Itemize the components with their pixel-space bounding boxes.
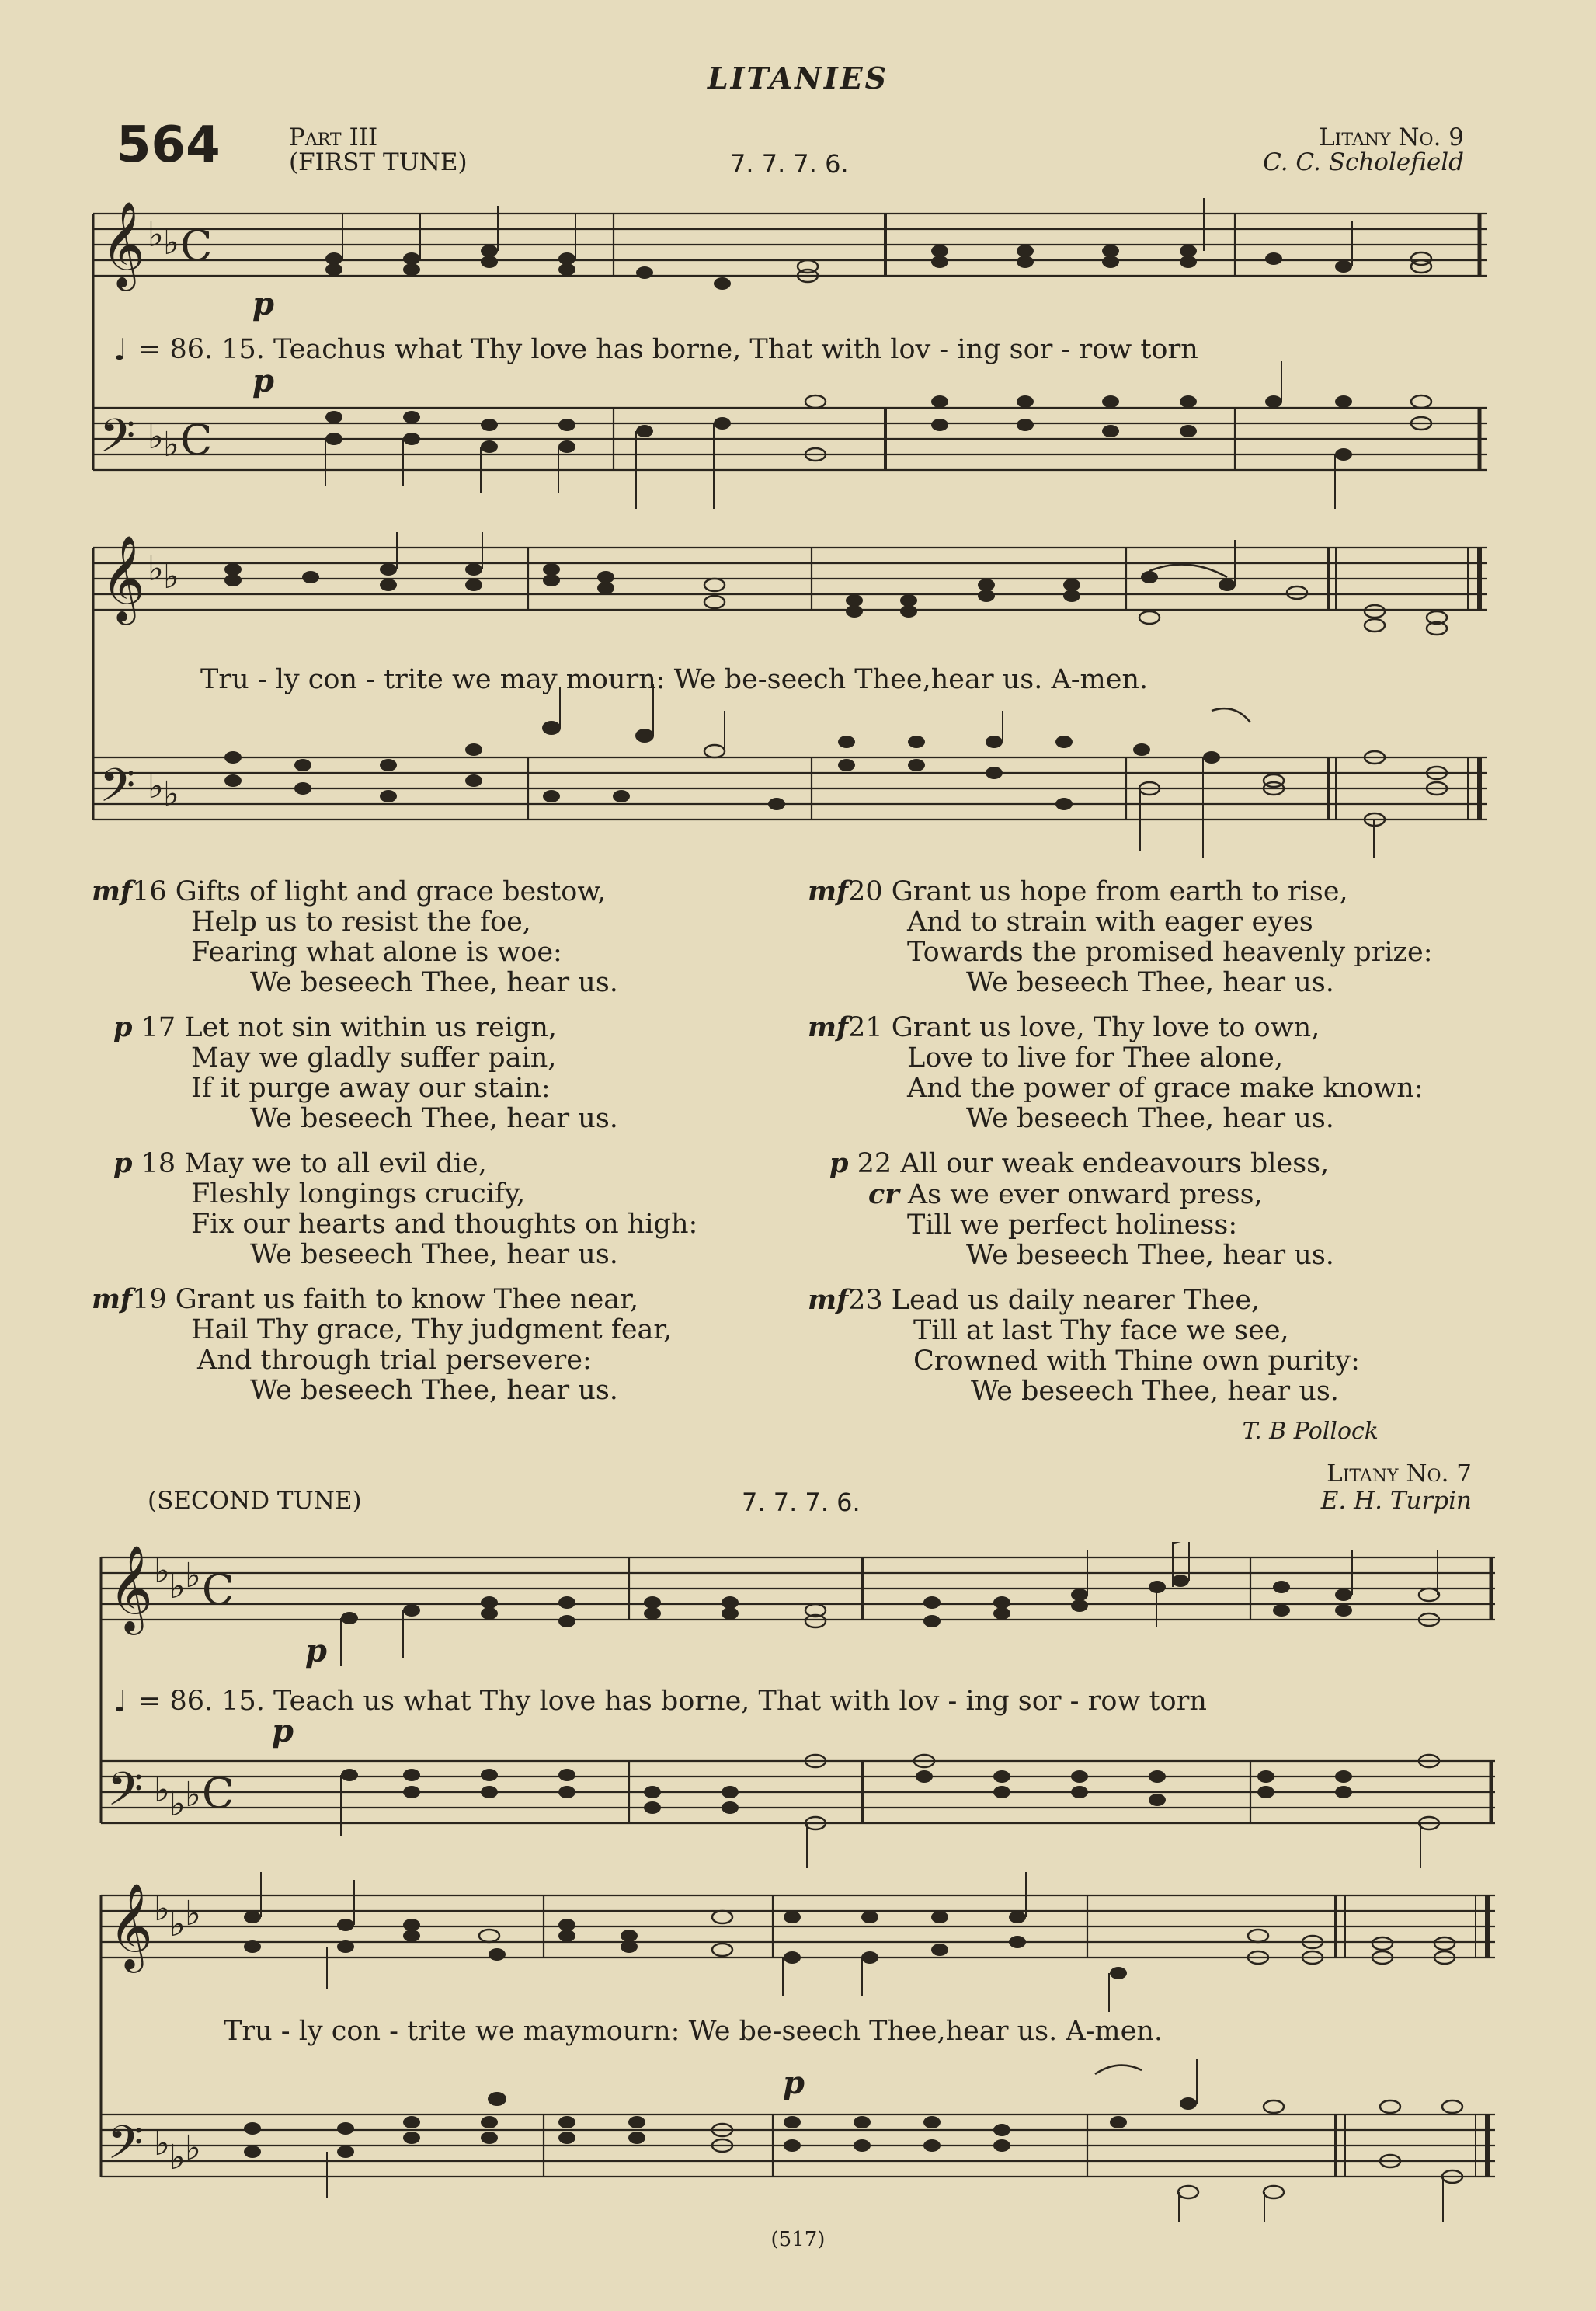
verse-line: Let not sin within us reign, bbox=[184, 1012, 558, 1043]
verse-refrain: We beseech Thee, hear us. bbox=[966, 1240, 1334, 1271]
verse-line: Towards the promised heavenly prize: bbox=[907, 937, 1433, 968]
svg-text:♭: ♭ bbox=[154, 2124, 170, 2163]
verse-refrain: We beseech Thee, hear us. bbox=[971, 1376, 1339, 1407]
svg-text:♭: ♭ bbox=[148, 767, 164, 806]
svg-text:♭: ♭ bbox=[185, 2128, 201, 2168]
svg-text:♭: ♭ bbox=[154, 1770, 170, 1810]
second-tune-lyric-2: Tru - ly con - trite we maymourn: We be-seech Thee,hear us. A-men. bbox=[224, 2016, 1163, 2047]
verse-dynamic: mf bbox=[808, 875, 849, 907]
verse-line: Love to live for Thee alone, bbox=[907, 1042, 1284, 1074]
verse-23 bbox=[808, 1285, 1491, 1407]
verse-number: 22 bbox=[857, 1148, 892, 1179]
second-tune-name: Litany No. 7 bbox=[1327, 1460, 1472, 1488]
verse-refrain: We beseech Thee, hear us. bbox=[250, 967, 618, 998]
verses-left bbox=[92, 876, 791, 1406]
verse-line: As we ever onward press, bbox=[907, 1179, 1263, 1210]
verse-line: Lead us daily nearer Thee, bbox=[891, 1285, 1260, 1316]
verse-19 bbox=[92, 1284, 791, 1406]
svg-text:♭: ♭ bbox=[148, 215, 164, 255]
verse-line: Gifts of light and grace bestow, bbox=[175, 876, 607, 907]
svg-text:♭: ♭ bbox=[148, 417, 164, 457]
hymn-number: 564 bbox=[116, 117, 221, 174]
section-title: LITANIES bbox=[707, 61, 889, 96]
first-tune-lyric-2: Tru - ly con - trite we may mourn: We be-seech Thee,hear us. A-men. bbox=[200, 664, 1149, 695]
svg-text:♭: ♭ bbox=[169, 2138, 186, 2177]
verse-21 bbox=[808, 1012, 1491, 1134]
verse-number: 20 bbox=[848, 876, 883, 907]
verse-line: Fleshly longings crucify, bbox=[191, 1178, 526, 1209]
second-tune-dynamic-bass-2: p bbox=[783, 2065, 805, 2101]
verse-line: Hail Thy grace, Thy judgment fear, bbox=[191, 1314, 673, 1345]
verse-16 bbox=[92, 876, 791, 998]
verse-number: 17 bbox=[141, 1012, 176, 1043]
svg-text:♭: ♭ bbox=[163, 774, 179, 814]
verse-dynamic: mf bbox=[808, 1011, 849, 1043]
verse-refrain: We beseech Thee, hear us. bbox=[250, 1103, 618, 1134]
part-label: Part III bbox=[289, 124, 378, 151]
first-tune-dynamic-bass: p bbox=[252, 363, 274, 399]
first-tune-system-2 bbox=[85, 532, 1499, 874]
svg-text:𝄞: 𝄞 bbox=[101, 534, 145, 621]
verse-line: If it purge away our stain: bbox=[191, 1073, 551, 1104]
verse-line: Till at last Thy face we see, bbox=[913, 1315, 1289, 1346]
verse-line: Fix our hearts and thoughts on high: bbox=[191, 1209, 698, 1240]
svg-text:𝄢: 𝄢 bbox=[99, 409, 136, 474]
verse-dynamic: p bbox=[113, 1147, 133, 1179]
verse-line: Fearing what alone is woe: bbox=[191, 937, 562, 968]
verse-line: Grant us hope from earth to rise, bbox=[891, 876, 1348, 907]
svg-text:𝄞: 𝄞 bbox=[109, 1882, 153, 1969]
verse-refrain: We beseech Thee, hear us. bbox=[250, 1375, 618, 1406]
verse-number: 21 bbox=[848, 1012, 883, 1043]
svg-text:𝄞: 𝄞 bbox=[101, 200, 145, 287]
page-number: (517) bbox=[770, 2228, 826, 2251]
verse-dynamic: mf bbox=[808, 1284, 849, 1316]
verse-line: And through trial persevere: bbox=[197, 1345, 592, 1376]
verse-line: And the power of grace make known: bbox=[907, 1073, 1424, 1104]
svg-text:♭: ♭ bbox=[163, 223, 179, 263]
verse-number: 23 bbox=[848, 1285, 883, 1316]
verse-17 bbox=[92, 1012, 791, 1134]
verse-refrain: We beseech Thee, hear us. bbox=[966, 967, 1334, 998]
second-tune-composer: E. H. Turpin bbox=[1320, 1487, 1472, 1515]
svg-text:♭: ♭ bbox=[154, 1889, 170, 1929]
first-tune-dynamic-treble: p bbox=[252, 286, 274, 322]
svg-text:♭: ♭ bbox=[185, 1556, 201, 1596]
verse-number: 19 bbox=[132, 1284, 167, 1315]
svg-text:♭: ♭ bbox=[185, 1775, 201, 1815]
second-tune-system-2 bbox=[85, 1872, 1499, 2222]
verse-22 bbox=[808, 1148, 1491, 1271]
first-tune-label: (FIRST TUNE) bbox=[289, 148, 468, 176]
second-tune-label: (SECOND TUNE) bbox=[148, 1487, 362, 1515]
author: T. B Pollock bbox=[1242, 1418, 1379, 1445]
svg-text:C: C bbox=[180, 416, 213, 465]
verse-number: 18 bbox=[141, 1148, 176, 1179]
svg-text:C: C bbox=[202, 1565, 235, 1614]
svg-text:♭: ♭ bbox=[185, 1894, 201, 1933]
composer: C. C. Scholefield bbox=[1263, 148, 1464, 176]
verse-refrain: We beseech Thee, hear us. bbox=[966, 1103, 1334, 1134]
verse-line: Help us to resist the foe, bbox=[191, 907, 531, 938]
tune-name: Litany No. 9 bbox=[1319, 124, 1464, 151]
svg-text:♭: ♭ bbox=[154, 1551, 170, 1591]
verses-right bbox=[808, 876, 1491, 1407]
verse-line: All our weak endeavours bless, bbox=[900, 1148, 1330, 1179]
first-tune-lyric-1: = 86. 15. Teachus what Thy love has borne, That with lov - ing sor - row torn bbox=[138, 334, 1198, 365]
verse-dynamic: p bbox=[829, 1147, 849, 1179]
verse-line: Grant us faith to know Thee near, bbox=[175, 1284, 639, 1315]
verse-line: Grant us love, Thy love to own, bbox=[891, 1012, 1320, 1043]
verse-18 bbox=[92, 1148, 791, 1270]
svg-text:♭: ♭ bbox=[148, 549, 164, 589]
verse-number: 16 bbox=[132, 876, 167, 907]
svg-text:𝄢: 𝄢 bbox=[107, 1762, 144, 1827]
svg-text:♭: ♭ bbox=[169, 1905, 186, 1944]
verse-line: May we gladly suffer pain, bbox=[191, 1042, 557, 1074]
verse-dynamic: mf bbox=[92, 875, 133, 907]
svg-text:C: C bbox=[180, 221, 213, 270]
second-tune-meter: 7. 7. 7. 6. bbox=[742, 1488, 861, 1517]
verse-dynamic: mf bbox=[92, 1283, 133, 1315]
svg-text:𝄞: 𝄞 bbox=[109, 1544, 153, 1631]
svg-text:𝄢: 𝄢 bbox=[107, 2115, 144, 2180]
verse-20 bbox=[808, 876, 1491, 998]
second-tune-dynamic-treble: p bbox=[305, 1633, 327, 1669]
verse-refrain: We beseech Thee, hear us. bbox=[250, 1239, 618, 1270]
svg-text:C: C bbox=[202, 1769, 235, 1818]
quarter-note-icon: ♩ bbox=[113, 1684, 127, 1718]
verse-line: May we to all evil die, bbox=[184, 1148, 487, 1179]
verse-dynamic-crescendo: cr bbox=[868, 1178, 899, 1210]
second-tune-dynamic-bass: p bbox=[272, 1713, 294, 1749]
svg-text:♭: ♭ bbox=[163, 557, 179, 597]
second-tune-lyric-1: = 86. 15. Teach us what Thy love has borne, That with lov - ing sor - row torn bbox=[138, 1686, 1207, 1717]
verse-line: Crowned with Thine own purity: bbox=[913, 1345, 1360, 1377]
svg-text:𝄢: 𝄢 bbox=[99, 758, 136, 823]
svg-text:♭: ♭ bbox=[163, 425, 179, 465]
svg-text:♭: ♭ bbox=[169, 1784, 186, 1824]
verse-line: Till we perfect holiness: bbox=[907, 1209, 1238, 1241]
svg-text:♭: ♭ bbox=[169, 1567, 186, 1606]
first-tune-meter: 7. 7. 7. 6. bbox=[730, 149, 849, 179]
verse-line: And to strain with eager eyes bbox=[907, 907, 1313, 938]
verse-dynamic: p bbox=[113, 1011, 133, 1043]
quarter-note-icon: ♩ bbox=[113, 332, 127, 367]
